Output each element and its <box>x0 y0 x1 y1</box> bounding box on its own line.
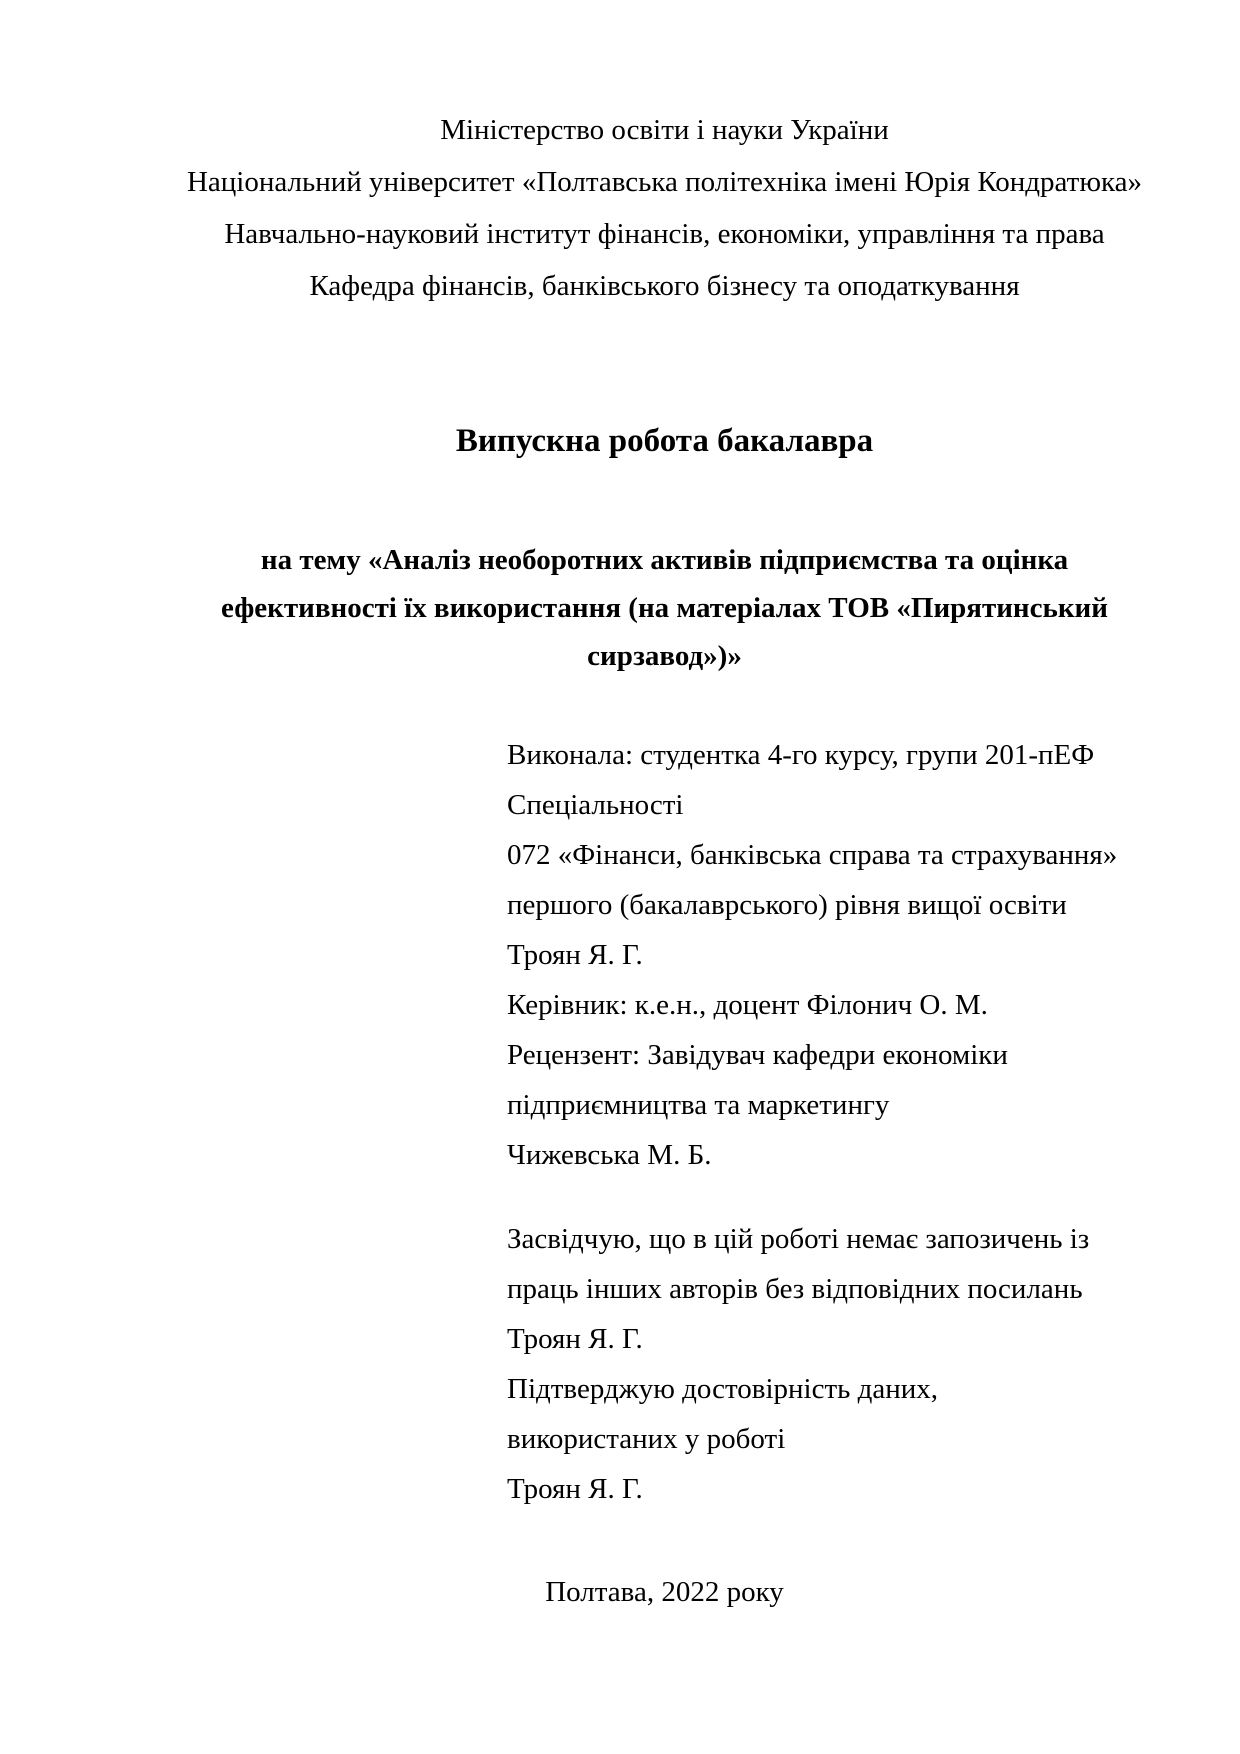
no-plagiarism-line-2: праць інших авторів без відповідних посилань <box>507 1273 1083 1305</box>
topic-line-3: сирзавод»)» <box>587 640 742 672</box>
reviewer-line-1: Рецензент: Завідувач кафедри економіки <box>507 1039 1008 1071</box>
supervisor-line: Керівник: к.е.н., доцент Філонич О. М. <box>507 989 988 1021</box>
author-name-line: Троян Я. Г. <box>507 939 643 971</box>
specialty-label-line: Спеціальності <box>507 789 684 821</box>
attestation-signature-1: Троян Я. Г. <box>507 1323 643 1355</box>
attestation-block <box>507 1214 1181 1514</box>
specialty-code-line: 072 «Фінанси, банківська справа та страхування» <box>507 839 1118 871</box>
place-year-line: Полтава, 2022 року <box>545 1576 784 1608</box>
data-accuracy-line-1: Підтверджую достовірність даних, <box>507 1373 939 1405</box>
institution-header <box>148 104 1181 312</box>
institute-line: Навчально-науковий інститут фінансів, економіки, управління та права <box>224 218 1105 250</box>
credits-block <box>507 730 1181 1180</box>
department-line: Кафедра фінансів, банківського бізнесу та оподаткування <box>309 270 1020 302</box>
attestation-signature-2: Троян Я. Г. <box>507 1473 643 1505</box>
ministry-line: Міністерство освіти і науки України <box>440 114 889 146</box>
topic-line-1: на тему «Аналіз необоротних активів підприємства та оцінка <box>260 544 1069 576</box>
reviewer-name-line: Чижевська М. Б. <box>507 1139 712 1171</box>
author-line: Виконала: студентка 4-го курсу, групи 201-пЕФ <box>507 739 1095 771</box>
reviewer-line-2: підприємництва та маркетингу <box>507 1089 890 1121</box>
university-line: Національний університет «Полтавська політехніка імені Юрія Кондратюка» <box>186 166 1143 198</box>
thesis-topic <box>148 536 1181 680</box>
thesis-title: Випускна робота бакалавра <box>455 423 874 459</box>
no-plagiarism-line-1: Засвідчую, що в цій роботі немає запозичень із <box>507 1223 1090 1255</box>
data-accuracy-line-2: використаних у роботі <box>507 1423 786 1455</box>
degree-level-line: першого (бакалаврського) рівня вищої освіти <box>507 889 1067 921</box>
topic-line-2: ефективності їх використання (на матеріалах ТОВ «Пирятинський <box>221 592 1108 624</box>
